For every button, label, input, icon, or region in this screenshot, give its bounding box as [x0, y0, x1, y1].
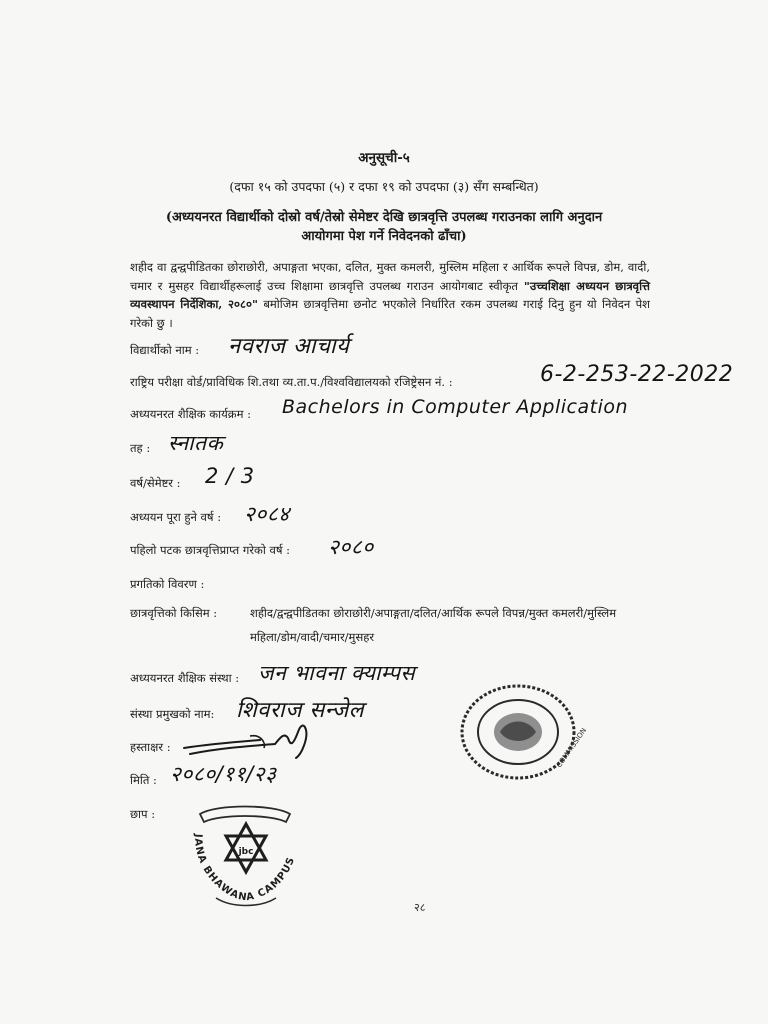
year-semester-label: वर्ष/सेमेष्टर :: [130, 476, 181, 490]
institution-value: जन भावना क्याम्पस: [258, 661, 416, 685]
institution-label: अध्ययनरत शैक्षिक संस्था :: [130, 671, 240, 685]
commission-round-stamp: [458, 682, 589, 782]
form-title-line1: (अध्ययनरत विद्यार्थीको दोस्रो वर्ष/तेस्रो सेमेष्टर देखि छात्रवृत्ति उपलब्ध गराउनका लागि अनुदान: [165, 210, 603, 225]
scholarship-type-label: छात्रवृत्तिको किसिम :: [130, 606, 218, 620]
first-scholarship-year-label: पहिलो पटक छात्रवृत्तिप्राप्त गरेको वर्ष :: [130, 543, 291, 557]
completion-year-value: २०८४: [244, 502, 290, 526]
campus-seal: [186, 800, 304, 910]
year-semester-value: 2 / 3: [205, 464, 255, 488]
program-label: अध्ययनरत शैक्षिक कार्यक्रम :: [130, 407, 251, 421]
signature-scribble: [180, 718, 320, 764]
form-title-line2: आयोगमा पेश गर्ने निवेदनको ढाँचा): [301, 229, 467, 244]
student-name-value: नवराज आचार्य: [228, 334, 350, 359]
completion-year-label: अध्ययन पूरा हुने वर्ष :: [130, 510, 222, 524]
first-scholarship-year-value: २०८०: [328, 535, 374, 559]
reference-line: (दफा १५ को उपदफा (५) र दफा १९ को उपदफा (३) सँग सम्बन्धित): [229, 179, 539, 194]
intro-paragraph: [130, 258, 650, 332]
scholarship-type-line1: शहीद/द्वन्द्वपीडितका छोराछोरी/अपाङ्गता/दलित/आर्थिक रूपले विपन्न/मुक्त कमलरी/मुस्लिम: [250, 606, 617, 620]
student-name-label: विद्यार्थीको नाम :: [130, 343, 200, 357]
level-value: स्नातक: [168, 431, 224, 455]
head-name-value: शिवराज सन्जेल: [236, 698, 365, 723]
level-label: तह :: [130, 441, 151, 455]
schedule-title: अनुसूची-५: [358, 150, 410, 166]
intro-directive-title: "उच्चशिक्षा अध्ययन छात्रवृत्ति व्यवस्थापन निर्देशिका, २०८०": [130, 278, 650, 311]
progress-label: प्रगतिको विवरण :: [130, 577, 205, 591]
seal-label: छाप :: [130, 807, 156, 821]
scholarship-type-line2: महिला/डोम/वादी/चमार/मुसहर: [250, 630, 375, 644]
program-value: Bachelors in Computer Application: [282, 396, 629, 418]
page-number: २८: [414, 901, 426, 914]
date-value: २०८०/११/२३: [170, 762, 277, 786]
intro-text-part1: शहीद वा द्वन्द्वपीडितका छोराछोरी, अपाङ्गता भएका, दलित, मुक्त कमलरी, मुस्लिम महिला र आर्थिक रूपले विपन्न, डोम, वादी, चमार र मुसहर विद्यार्थीहरूलाई उच्च शिक्षामा छात्रवृत्ति उपलब्ध गराउन आयोगबाट स्वीकृत: [130, 260, 650, 293]
campus-seal-text: JANA BHAWANA CAMPUS: [192, 833, 298, 904]
intro-text-part2: बमोजिम छात्रवृत्तिमा छनोट भएकोले निर्धारित रकम उपलब्ध गराई दिनु हुन यो निवेदन पेश गरेको छु ।: [130, 297, 651, 330]
date-label: मिति :: [130, 773, 157, 787]
signature-label: हस्ताक्षर :: [130, 740, 171, 754]
registration-value: 6-2-253-22-2022: [540, 362, 734, 387]
head-name-label: संस्था प्रमुखको नाम:: [130, 707, 215, 721]
commission-stamp-text: COMMISSION: [555, 726, 589, 770]
registration-label: राष्ट्रिय परीक्षा वोर्ड/प्राविधिक शि.तथा व्य.ता.प./विश्वविद्यालयको रजिष्ट्रेसन नं. :: [130, 375, 453, 389]
campus-logo-text: jbc: [238, 847, 254, 857]
